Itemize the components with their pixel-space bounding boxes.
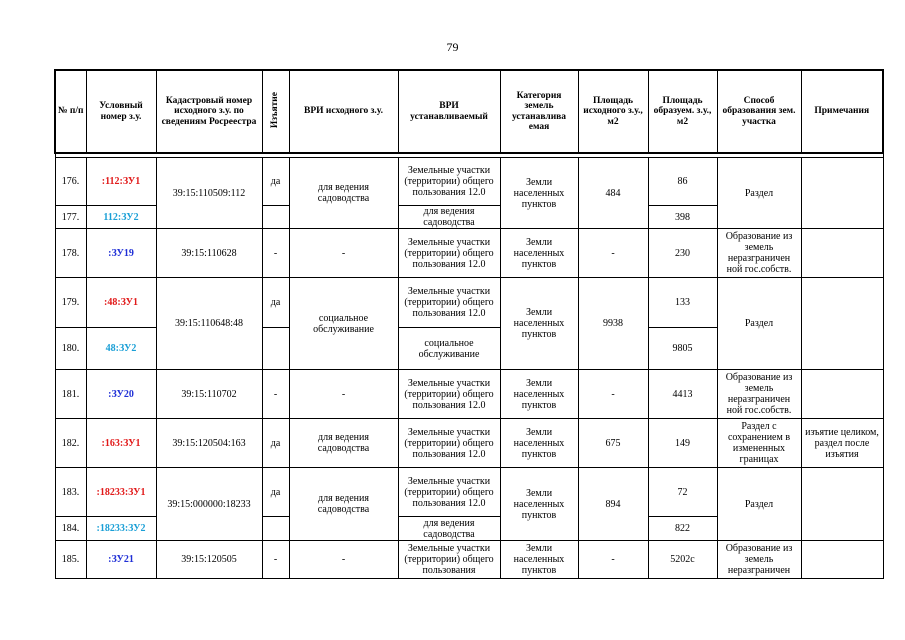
- table-row: [55, 370, 883, 419]
- table-row: [55, 468, 883, 517]
- cell-method: Раздел: [717, 278, 801, 370]
- cell-num: 183.: [55, 468, 86, 517]
- cell-num: 176.: [55, 158, 86, 206]
- cell-vri-source: для ведения садоводства: [289, 468, 398, 541]
- cell-category: Земли населенных пунктов: [500, 419, 578, 468]
- cell-category: Земли населенных пунктов: [500, 370, 578, 419]
- cell-vri-set: Земельные участки (территории) общего пользования 12.0: [398, 370, 500, 419]
- cell-cadastral-number: 39:15:110628: [156, 229, 262, 278]
- cell-num: 185.: [55, 541, 86, 579]
- cell-conditional-number: :ЗУ19: [86, 229, 156, 278]
- cell-seizure: да: [262, 419, 289, 468]
- cell-area-new: 9805: [648, 328, 717, 370]
- cell-seizure: [262, 328, 289, 370]
- cell-area-new: 5202с: [648, 541, 717, 579]
- cell-vri-set: Земельные участки (территории) общего пользования 12.0: [398, 158, 500, 206]
- cell-num: 181.: [55, 370, 86, 419]
- table-header-row: [55, 70, 883, 153]
- cell-area-new: 398: [648, 206, 717, 229]
- cell-method: Раздел: [717, 158, 801, 229]
- cell-num: 177.: [55, 206, 86, 229]
- cell-seizure: -: [262, 370, 289, 419]
- cell-conditional-number: 48:ЗУ2: [86, 328, 156, 370]
- cell-conditional-number: :163:ЗУ1: [86, 419, 156, 468]
- cell-area-new: 230: [648, 229, 717, 278]
- cell-vri-set: Земельные участки (территории) общего пользования 12.0: [398, 229, 500, 278]
- cell-notes: [801, 370, 883, 419]
- cell-vri-source: для ведения садоводства: [289, 419, 398, 468]
- cell-seizure: да: [262, 468, 289, 517]
- cell-seizure: -: [262, 229, 289, 278]
- cell-seizure: [262, 206, 289, 229]
- cell-category: Земли населенных пунктов: [500, 278, 578, 370]
- cell-conditional-number: 112:ЗУ2: [86, 206, 156, 229]
- cell-area-source: -: [578, 541, 648, 579]
- header-category: Категория земель устанавлива емая: [500, 70, 578, 153]
- cell-vri-set: для ведения садоводства: [398, 517, 500, 541]
- cell-vri-set: Земельные участки (территории) общего пользования: [398, 541, 500, 579]
- cell-vri-set: для ведения садоводства: [398, 206, 500, 229]
- cell-category: Земли населенных пунктов: [500, 468, 578, 541]
- cell-method: Образование из земель неразграничен ной гос.собств.: [717, 229, 801, 278]
- cell-notes: [801, 278, 883, 370]
- cell-vri-source: социальное обслуживание: [289, 278, 398, 370]
- cell-num: 182.: [55, 419, 86, 468]
- cell-conditional-number: :18233:ЗУ1: [86, 468, 156, 517]
- cell-area-new: 149: [648, 419, 717, 468]
- cell-method: Раздел с сохранением в измененных границах: [717, 419, 801, 468]
- cell-num: 180.: [55, 328, 86, 370]
- cell-seizure: [262, 517, 289, 541]
- cell-area-new: 133: [648, 278, 717, 328]
- cell-cadastral-number: 39:15:110702: [156, 370, 262, 419]
- table-row: [55, 158, 883, 206]
- header-notes: Примечания: [801, 70, 883, 153]
- cell-area-source: -: [578, 229, 648, 278]
- cell-notes: [801, 158, 883, 229]
- cell-area-source: 894: [578, 468, 648, 541]
- cell-seizure: да: [262, 278, 289, 328]
- cell-vri-source: -: [289, 370, 398, 419]
- cell-cadastral-number: 39:15:110648:48: [156, 278, 262, 370]
- cell-area-new: 72: [648, 468, 717, 517]
- cell-area-source: 9938: [578, 278, 648, 370]
- cell-vri-source: -: [289, 541, 398, 579]
- cell-vri-source: для ведения садоводства: [289, 158, 398, 229]
- header-area-new: Площадь образуем. з.у., м2: [648, 70, 717, 153]
- header-conditional-number: Условный номер з.у.: [86, 70, 156, 153]
- table-row: [55, 229, 883, 278]
- cell-seizure: да: [262, 158, 289, 206]
- cell-cadastral-number: 39:15:120504:163: [156, 419, 262, 468]
- cell-method: Образование из земель неразграничен: [717, 541, 801, 579]
- cell-area-source: -: [578, 370, 648, 419]
- cell-vri-set: социальное обслуживание: [398, 328, 500, 370]
- cell-method: Образование из земель неразграничен ной гос.собств.: [717, 370, 801, 419]
- cell-area-source: 675: [578, 419, 648, 468]
- table-row: [55, 541, 883, 579]
- cell-num: 179.: [55, 278, 86, 328]
- cell-conditional-number: :48:ЗУ1: [86, 278, 156, 328]
- header-cadastral-number: Кадастровый номер исходного з.у. по сведениям Росреестра: [156, 70, 262, 153]
- cell-notes: [801, 229, 883, 278]
- cell-seizure: -: [262, 541, 289, 579]
- header-vri-source: ВРИ исходного з.у.: [289, 70, 398, 153]
- cell-method: Раздел: [717, 468, 801, 541]
- cell-cadastral-number: 39:15:120505: [156, 541, 262, 579]
- header-seizure-text: Изъятие: [270, 91, 281, 128]
- header-area-source: Площадь исходного з.у., м2: [578, 70, 648, 153]
- cell-vri-set: Земельные участки (территории) общего пользования 12.0: [398, 419, 500, 468]
- cell-category: Земли населенных пунктов: [500, 158, 578, 229]
- cell-vri-set: Земельные участки (территории) общего пользования 12.0: [398, 468, 500, 517]
- cell-vri-set: Земельные участки (территории) общего пользования 12.0: [398, 278, 500, 328]
- cell-cadastral-number: 39:15:000000:18233: [156, 468, 262, 541]
- land-plots-table: [54, 69, 884, 579]
- cell-area-new: 4413: [648, 370, 717, 419]
- cell-num: 178.: [55, 229, 86, 278]
- cell-conditional-number: :ЗУ21: [86, 541, 156, 579]
- cell-notes: [801, 468, 883, 541]
- cell-conditional-number: :18233:ЗУ2: [86, 517, 156, 541]
- cell-conditional-number: :112:ЗУ1: [86, 158, 156, 206]
- table-row: [55, 419, 883, 468]
- cell-area-source: 484: [578, 158, 648, 229]
- cell-vri-source: -: [289, 229, 398, 278]
- cell-category: Земли населенных пунктов: [500, 229, 578, 278]
- table-row: [55, 278, 883, 328]
- cell-category: Земли населенных пунктов: [500, 541, 578, 579]
- header-seizure: [262, 70, 289, 153]
- cell-area-new: 86: [648, 158, 717, 206]
- page-number: 79: [446, 40, 459, 54]
- cell-notes: изъятие целиком, раздел после изъятия: [801, 419, 883, 468]
- cell-notes: [801, 541, 883, 579]
- cell-conditional-number: :ЗУ20: [86, 370, 156, 419]
- header-num: № п/п: [55, 70, 86, 153]
- cell-area-new: 822: [648, 517, 717, 541]
- header-method: Способ образования зем. участка: [717, 70, 801, 153]
- cell-num: 184.: [55, 517, 86, 541]
- cell-cadastral-number: 39:15:110509:112: [156, 158, 262, 229]
- header-vri-set: ВРИ устанавливаемый: [398, 70, 500, 153]
